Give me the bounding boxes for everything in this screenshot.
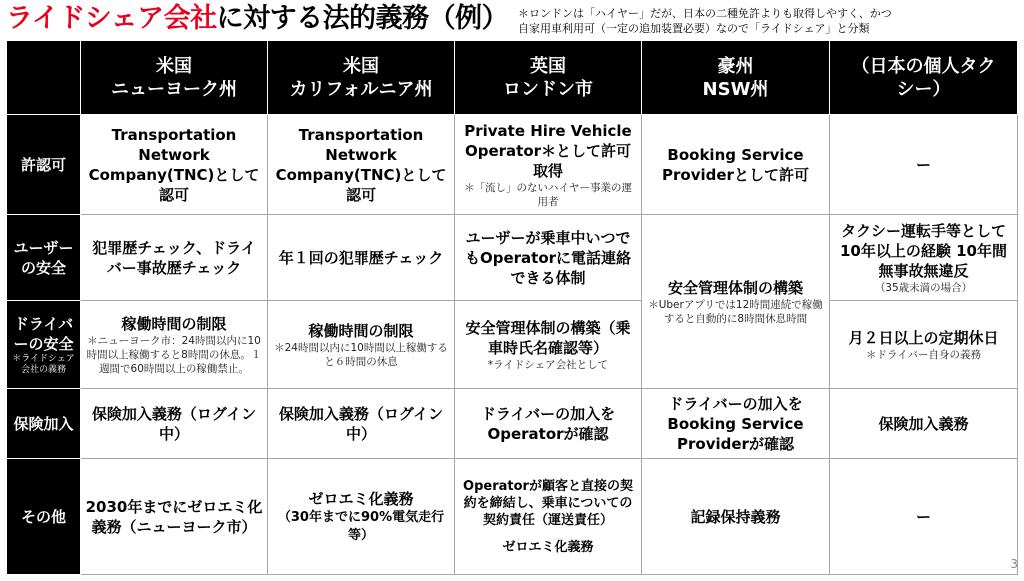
header-note-line-1: ＊ロンドンは「ハイヤー」だが、日本の二種免許よりも取得しやすく、かつ [518,7,892,20]
cell-safety-nsw: 安全管理体制の構築 ＊Uberアプリでは12時間連続で稼働すると自動的に8時間休息時間 [642,215,830,389]
column-header-nsw: 豪州 NSW州 [642,41,830,115]
row-header-other: その他 [7,459,81,575]
cell-other-japan: ー [830,459,1018,575]
header-note [518,6,998,36]
row-header-driver-safety: ドライバ ーの安全 ＊ライドシェア会社の義務 [7,301,81,389]
cell-other-london: Operatorが顧客と直接の契約を締結し、乗車についての契約責任（運送責任） ゼロエミ化義務 [455,459,642,575]
cell-user-safety-ny: 犯罪歴チェック、ドライバー事故歴チェック [81,215,268,301]
cell-permit-ny: Transportation Network Company(TNC)として認可 [81,115,268,215]
title-rest: に対する法的義務（例） [216,3,509,34]
obligations-table [6,40,1018,575]
cell-other-nsw: 記録保持義務 [642,459,830,575]
cell-insurance-london: ドライバーの加入をOperatorが確認 [455,389,642,459]
cell-driver-safety-ny: 稼働時間の制限 ＊ニューヨーク市：24時間以内に10時間以上稼働すると8時間の休息。１週間で60時間以上の稼働禁止。 [81,301,268,389]
title-highlight: ライドシェア会社 [6,3,217,34]
cell-insurance-ny: 保険加入義務（ログイン中） [81,389,268,459]
cell-user-safety-japan: タクシー運転手等として10年以上の経験 10年間無事故無違反 （35歳未満の場合） [830,215,1018,301]
column-header-ny: 米国 ニューヨーク州 [81,41,268,115]
cell-permit-japan: ー [830,115,1018,215]
cell-permit-nsw: Booking Service Providerとして許可 [642,115,830,215]
header-row [7,41,1018,115]
corner-cell [7,41,81,115]
cell-driver-safety-ca: 稼働時間の制限 ＊24時間以内に10時間以上稼働すると６時間の休息 [268,301,455,389]
row-header-user-safety: ユーザー の安全 [7,215,81,301]
cell-other-ca: ゼロエミ化義務 （30年までに90%電気走行等） [268,459,455,575]
cell-permit-london: Private Hire Vehicle Operator＊として許可取得 ＊「流し」のないハイヤー事業の運用者 [455,115,642,215]
cell-permit-ca: Transportation Network Company(TNC)として認可 [268,115,455,215]
column-header-ca: 米国 カリフォルニア州 [268,41,455,115]
cell-other-ny: 2030年までにゼロエミ化義務（ニューヨーク市） [81,459,268,575]
cell-insurance-ca: 保険加入義務（ログイン中） [268,389,455,459]
row-other [7,459,1018,575]
column-header-japan: （日本の個人タク シー） [830,41,1018,115]
cell-user-safety-ca: 年１回の犯罪歴チェック [268,215,455,301]
page-number: 3 [1010,557,1018,571]
row-header-permit: 許認可 [7,115,81,215]
row-header-insurance: 保険加入 [7,389,81,459]
row-permit [7,115,1018,215]
cell-driver-safety-london: 安全管理体制の構築（乗車時氏名確認等） *ライドシェア会社として [455,301,642,389]
cell-driver-safety-japan: 月２日以上の定期休日 ＊ドライバー自身の義務 [830,301,1018,389]
cell-insurance-japan: 保険加入義務 [830,389,1018,459]
page-title [6,2,508,36]
row-insurance [7,389,1018,459]
row-driver-safety [7,301,1018,389]
cell-insurance-nsw: ドライバーの加入をBooking Service Providerが確認 [642,389,830,459]
row-user-safety [7,215,1018,301]
cell-user-safety-london: ユーザーが乗車中いつでもOperatorに電話連絡できる体制 [455,215,642,301]
column-header-london: 英国 ロンドン市 [455,41,642,115]
header-note-line-2: 自家用車利用可（一定の追加装置必要）なので「ライドシェア」と分類 [518,22,870,35]
